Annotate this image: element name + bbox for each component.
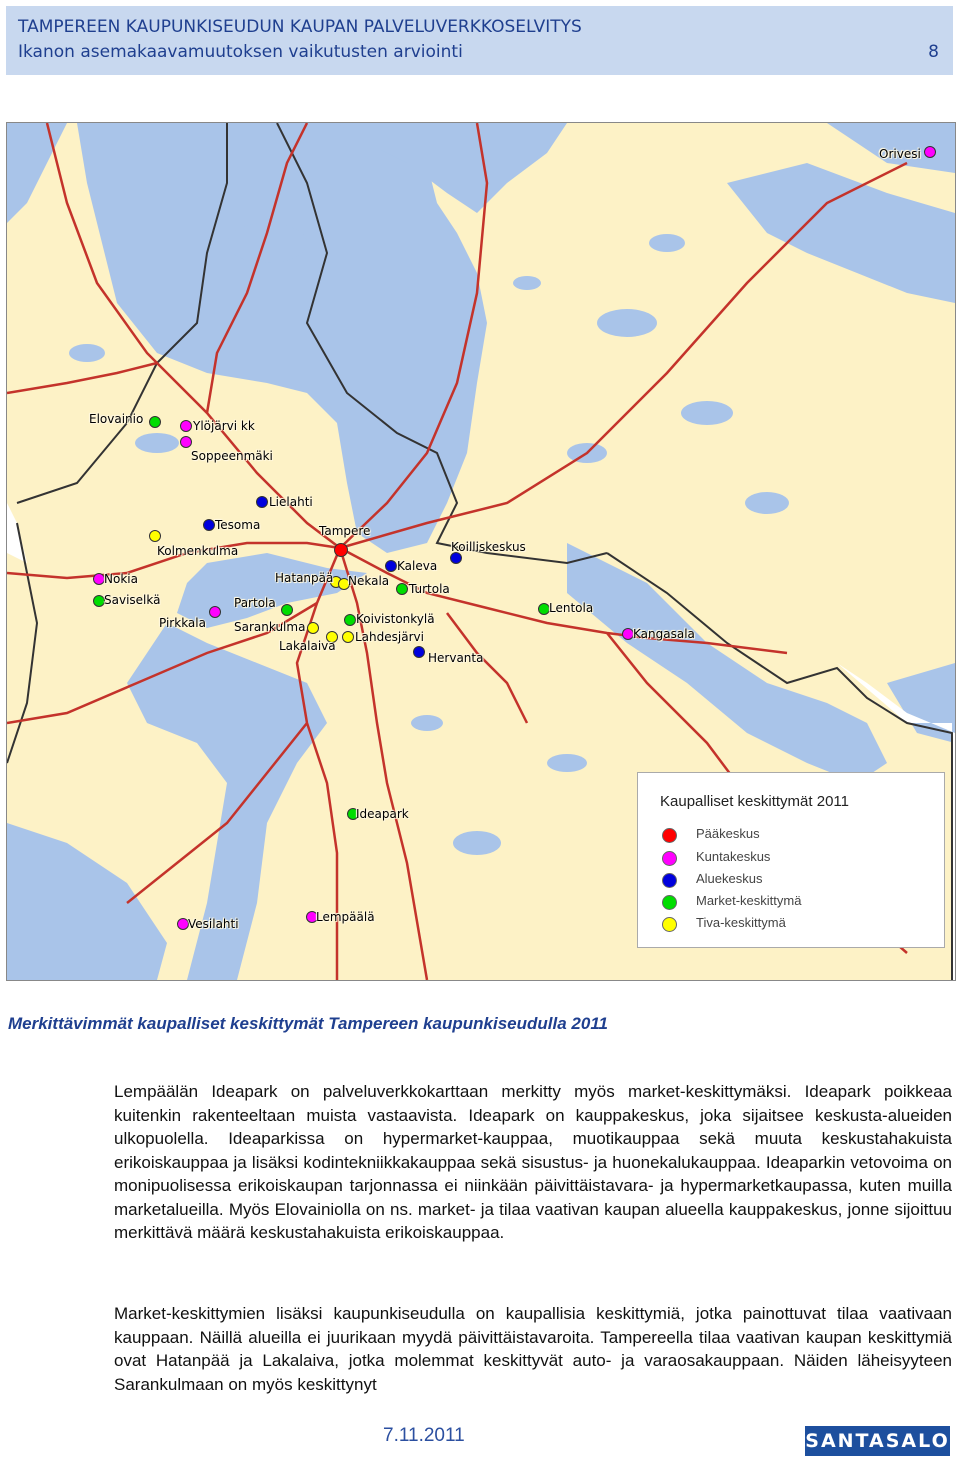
place-label: Partola [234, 596, 276, 610]
body-paragraph: Market-keskittymien lisäksi kaupunkiseudulla on kaupallisia keskittymiä, jotka painottuvat tilaa vaativaan kauppaan. Näillä alueilla ei juurikaan myydä päivittäistavaroita. Tampereella tilaa vaativan kaupan keskittymiä ovat Hatanpää ja Lakalaiva, jotka molemmat keskittyvät auto- ja varaosakauppaan. Näiden läheisyyteen Sarankulmaan on myös keskittynyt [114, 1304, 952, 1394]
place-label: Lakalaiva [279, 639, 336, 653]
place-label: Saviselkä [104, 593, 161, 607]
place-label: Koivistonkylä [356, 612, 435, 626]
marker-lahdesjarvi [342, 631, 354, 643]
place-label: Kolmenkulma [157, 544, 239, 558]
marker-orivesi [924, 146, 936, 158]
place-label: Sarankulma [234, 620, 306, 634]
place-label: Tesoma [215, 518, 261, 532]
place-label: Lentola [549, 601, 594, 615]
legend-swatch [662, 873, 677, 888]
legend-label: Tiva-keskittymä [696, 915, 786, 930]
marker-hervanta [413, 646, 425, 658]
map-legend [637, 772, 945, 948]
page-number: 8 [928, 42, 939, 62]
legend-swatch [662, 917, 677, 932]
place-label: Elovainio [89, 412, 144, 426]
place-label: Soppeenmäki [191, 449, 273, 463]
place-label: Hervanta [428, 651, 484, 665]
body-paragraph: Lempäälän Ideapark on palveluverkkokarttaan merkitty myös market-keskittymäksi. Ideapark poikkeaa kuitenkin rakenteeltaan muista vastaavista. Ideapark on kauppakeskus, joka sijaitsee keskusta-alueiden ulkopuolella. Ideaparkissa on hypermarket-kauppaa, muotikauppaa sekä muuta keskustahakuista erikoiskauppaa ja lisäksi kodintekniikkakauppaa sekä sisustus- ja huonekalukauppaa. Ideaparkin vetovoima on monipuolisessa erikoiskaupan tarjonnassa ei niinkään päivittäistavara- ja hypermarketkaupassa, kuten muilla marketalueilla. Myös Elovainiolla on ns. market- ja tilaa vaativan kaupan alueella kauppakeskus, jonne sijoittuu merkittävä määrä keskustahakuista erikoiskauppaa. [114, 1082, 952, 1242]
logo-text: SANTASALO [805, 1430, 950, 1452]
page-header [6, 6, 953, 75]
marker-lakalaiva [307, 622, 319, 634]
report-subtitle: Ikanon asemakaavamuutoksen vaikutusten arviointi [18, 42, 463, 62]
marker-turtola [396, 583, 408, 595]
legend-label: Kuntakeskus [696, 849, 771, 864]
place-label: Kaleva [397, 559, 438, 573]
legend-label: Pääkeskus [696, 826, 760, 841]
map-caption: Merkittävimmät kaupalliset keskittymät Tampereen kaupunkiseudulla 2011 [8, 1014, 608, 1033]
legend-title: Kaupalliset keskittymät 2011 [660, 793, 849, 810]
place-label: Ideapark [356, 807, 409, 821]
place-label: Lielahti [269, 495, 313, 509]
legend-swatch [662, 895, 677, 910]
place-label: Kangasala [633, 627, 695, 641]
place-label: Orivesi [879, 147, 921, 161]
place-label: Koilliskeskus [451, 540, 526, 554]
commercial-centres-map [6, 122, 956, 981]
place-label: Nekala [348, 574, 390, 588]
santasalo-logo [805, 1426, 950, 1456]
place-label: Lempäälä [316, 910, 375, 924]
legend-label: Aluekeskus [696, 871, 763, 886]
marker-ylojarvi [180, 420, 192, 432]
legend-swatch [662, 851, 677, 866]
legend-swatch [662, 828, 677, 843]
place-label: Lahdesjärvi [355, 630, 424, 644]
place-label: Vesilahti [188, 917, 239, 931]
marker-tampere [334, 543, 348, 557]
report-title: TAMPEREEN KAUPUNKISEUDUN KAUPAN PALVELUVERKKOSELVITYS [18, 17, 582, 37]
marker-elovainio [149, 416, 161, 428]
place-label: Tampere [319, 524, 371, 538]
place-label: Ylöjärvi kk [193, 419, 255, 433]
place-label: Turtola [409, 582, 450, 596]
marker-kolmenkulma [149, 530, 161, 542]
place-label: Nokia [104, 572, 138, 586]
legend-label: Market-keskittymä [696, 893, 802, 908]
marker-koivistonkyla [344, 614, 356, 626]
marker-sarankulma [281, 604, 293, 616]
footer-date: 7.11.2011 [383, 1425, 465, 1446]
marker-soppeenmaki [180, 436, 192, 448]
marker-tesoma [203, 519, 215, 531]
marker-kaleva [385, 560, 397, 572]
marker-lielahti [256, 496, 268, 508]
place-label: Pirkkala [159, 616, 206, 630]
marker-partola [209, 606, 221, 618]
place-label: Hatanpää [275, 571, 334, 585]
